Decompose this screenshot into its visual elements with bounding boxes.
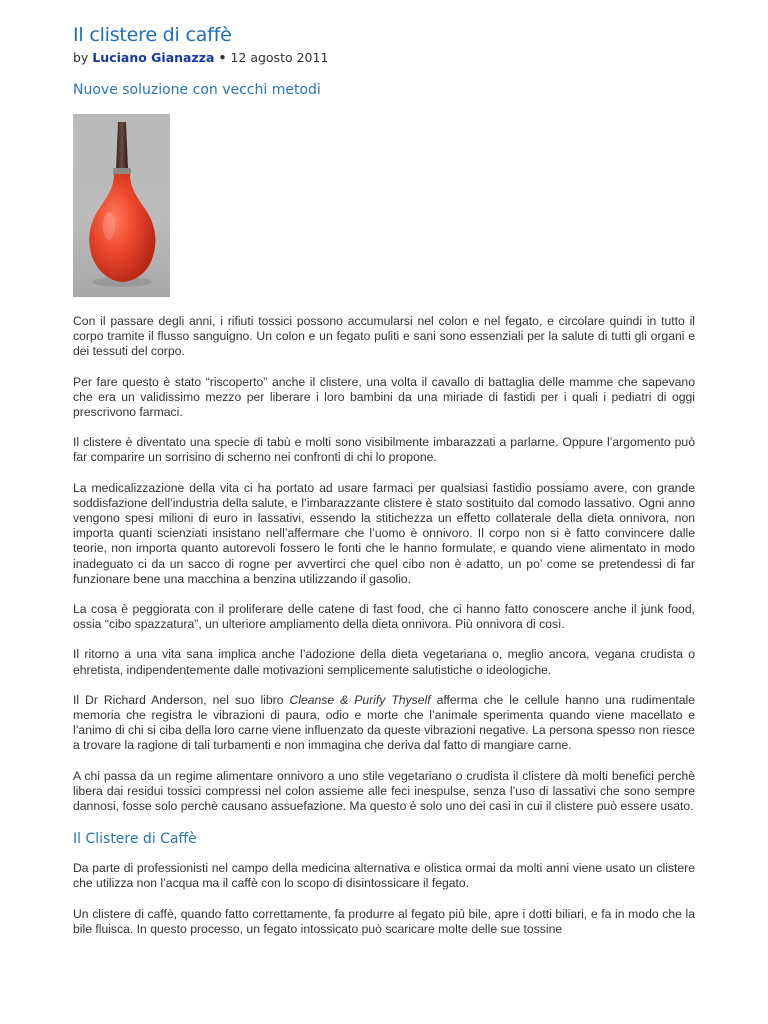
byline-separator: • [218, 50, 227, 65]
paragraph: Un clistere di caffè, quando fatto correttamente, fa produrre al fegato più bile, apre i dotti biliari, e fa in modo che la bile fluisca. In questo processo, un fegato intossicato può scaricare molte delle sue tossine [73, 906, 695, 936]
section-heading: Il Clistere di Caffè [73, 831, 197, 848]
article-title: Il clistere di caffè [73, 24, 232, 46]
author-link[interactable]: Luciano Gianazza [92, 50, 215, 65]
enema-bulb-photo [73, 114, 170, 297]
paragraph-text: afferma che le cellule hanno una rudimentale memoria che registra le vibrazioni di paura, odio e morte che l’animale sperimenta quando viene macellato e l’animo di chi si ciba della loro carne viene influenzato da queste vibrazioni negative. La persona spesso non riesce a trovare la ragione di tali turbamenti e non immagina che deriva dal fatto di mangiare carne. [73, 692, 695, 753]
byline [73, 49, 695, 67]
paragraph-text: Il Dr Richard Anderson, nel suo libro [73, 692, 290, 707]
paragraph: Il ritorno a una vita sana implica anche l’adozione della dieta vegetariana o, meglio ancora, vegana crudista o ehretista, indipendentemente dalle motivazioni semplicemente salutistiche o ideologiche. [73, 647, 695, 677]
paragraph: La cosa è peggiorata con il proliferare delle catene di fast food, che ci hanno fatto conoscere anche il junk food, ossia “cibo spazzatura”, un ulteriore ampliamento della dieta onnivora. Più onnivora di così. [73, 602, 695, 632]
paragraph: Da parte di professionisti nel campo della medicina alternativa e olistica ormai da molti anni viene usato un clistere che utilizza non l’acqua ma il caffè con lo scopo di disintossicare il fegato. [73, 861, 695, 891]
paragraph: Il clistere è diventato una specie di tabù e molti sono visibilmente imbarazzati a parlarne. Oppure l’argomento può far comparire un sorrisino di scherno nei confronti di chi lo propone. [73, 435, 695, 465]
paragraph: A chi passa da un regime alimentare onnivoro a uno stile vegetariano o crudista il clistere dà molti benefici perchè libera dai residui tossici compressi nel colon assieme alle feci inespulse, senza l’uso di lassativi che sono sempre dannosi, fosse solo perchè causano assuefazione. Ma questo è solo uno dei casi in cui il clistere può essere usato. [73, 768, 695, 814]
paragraph: Per fare questo è stato “riscoperto” anche il clistere, una volta il cavallo di battaglia delle mamme che sapevano che era un validissimo mezzo per liberare i loro bambini da una miriade di fastidi per i quali i pediatri di oggi prescrivono farmaci. [73, 374, 695, 420]
paragraph: Con il passare degli anni, i rifiuti tossici possono accumularsi nel colon e nel fegato, e circolare quindi in tutto il corpo tramite il flusso sanguigno. Un colon e un fegato puliti e sani sono essenziali per la salute di tutti gli organi e dei tessuti del corpo. [73, 314, 695, 359]
publish-date: 12 agosto 2011 [230, 50, 329, 65]
article-subtitle: Nuove soluzione con vecchi metodi [73, 82, 321, 98]
article-content [73, 22, 695, 952]
byline-prefix: by [73, 50, 89, 65]
book-title: Cleanse & Purify Thyself [289, 692, 431, 707]
paragraph: La medicalizzazione della vita ci ha portato ad usare farmaci per qualsiasi fastidio possiamo avere, con grande soddisfazione dell’industria della salute, e l’imbarazzante clistere è stato sostituito dal comodo lassativo. Ogni anno vengono spesi milioni di euro in lassativi, essendo la stitichezza un effetto collaterale della dieta onnivora, non importa quanti scienziati insistano nell’affermare che l’uomo è onnivoro. Il corpo non si è fatto convincere dalle teorie, non importa quanto autorevoli fossero le fonti che le hanno formulate, e quando viene alimentato in modo inadeguato ci da un sacco di rogne per avvertirci che quel cibo non è adatto, un po’ come se pretendessi di far funzionare bene una macchina a benzina utilizzando il gasolio. [73, 480, 695, 586]
paragraph-anderson [73, 693, 695, 754]
